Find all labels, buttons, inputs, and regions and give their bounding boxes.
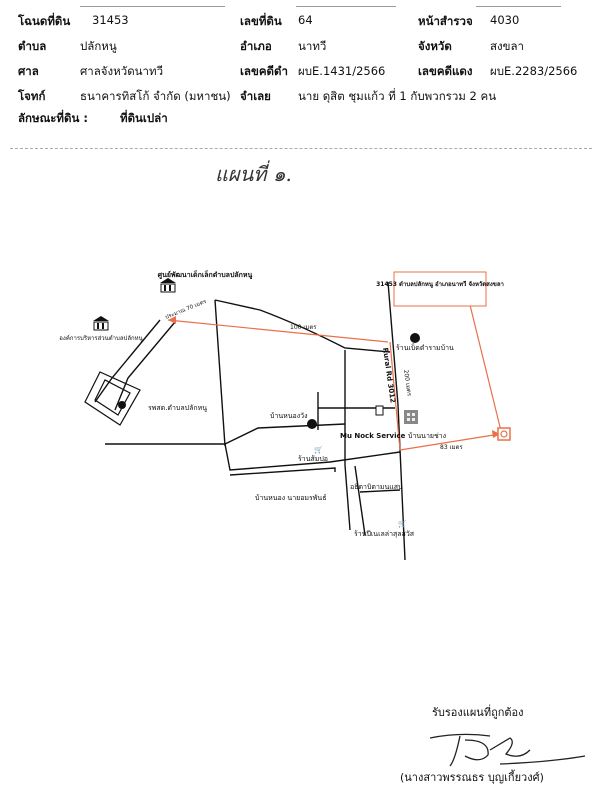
- plaintiff-label: โจทก์: [18, 89, 46, 103]
- food-icon: [410, 333, 420, 343]
- district-value: นาทวี: [298, 39, 327, 53]
- survey-value: 4030: [490, 13, 520, 27]
- landtype-value: ที่ดินเปล่า: [120, 111, 168, 125]
- location-map: [0, 230, 602, 560]
- shop-bottom: ร้านปีเนเลล่าสุลสวัส: [354, 530, 415, 538]
- red-case-value: ผบE.2283/2566: [490, 64, 578, 78]
- road-side-vertical: [215, 300, 225, 446]
- certify-caption: รับรองแผนที่ถูกต้อง: [432, 706, 524, 719]
- route-lines: [168, 305, 502, 450]
- landmark-school: รพสต.ตำบลปลักหนู: [148, 404, 207, 412]
- signer-name: (นางสาวพรรณธร บุญเกี้ยวงศ์): [400, 771, 544, 784]
- black-case-label: เลขคดีดำ: [240, 64, 288, 78]
- school-bottom: อธิตาบิตามนแสน: [350, 483, 403, 491]
- target-marker: [498, 428, 510, 440]
- fuel-icon: [376, 406, 383, 415]
- header-top-rule-3: [476, 6, 561, 7]
- court-label: ศาล: [18, 64, 39, 78]
- shop-top: ร้านเบ็ดตำรามบ้าน: [396, 344, 454, 352]
- deed-label: โฉนดที่ดิน: [18, 14, 71, 28]
- court-value: ศาลจังหวัดนาทวี: [80, 64, 164, 78]
- callout-text: 31453 ตำบลปลักหนู อำเภอนาทวี จังหวัดสงขลา: [376, 281, 504, 288]
- school-icon: [118, 401, 126, 409]
- header-top-rule-2: [296, 6, 396, 7]
- landtype-label: ลักษณะที่ดิน :: [18, 111, 88, 125]
- shop-left-icon: 🛒: [314, 446, 323, 454]
- header-top-rule: [80, 6, 225, 7]
- shop-bottom-icon: 🛒: [398, 520, 407, 528]
- road-horizontal-2: [225, 424, 345, 444]
- subdistrict-value: ปลักหนู: [80, 39, 117, 53]
- district-label: อำเภอ: [240, 39, 272, 53]
- header-divider: [10, 148, 592, 149]
- mu-nock: Mu Nock Service: [340, 432, 406, 440]
- route-top: [168, 320, 388, 342]
- bank-icon-health: [160, 278, 176, 292]
- shop-left: ร้านส้มปอ: [298, 455, 329, 463]
- dist-100: 100 เมตร: [290, 324, 317, 331]
- dist-200: 200 เมตร: [402, 369, 413, 397]
- handwritten-map-title: แผนที่ ๑.: [215, 162, 292, 186]
- bank-icon-sao: [93, 316, 109, 330]
- road-lower-4: [355, 466, 365, 535]
- black-case-value: ผบE.1431/2566: [298, 64, 386, 78]
- road-left-diagonal: [95, 320, 160, 402]
- building-icon-right: [404, 410, 418, 424]
- callout-leader: [470, 305, 502, 435]
- province-value: สงขลา: [490, 39, 525, 53]
- road-main-vertical: [388, 282, 405, 560]
- house-bottom: บ้านหนอง นายอมรพันธ์: [255, 494, 327, 502]
- defendant-label: จำเลย: [240, 89, 271, 103]
- handwritten-signature: [420, 720, 590, 768]
- land-no-value: 64: [298, 13, 313, 27]
- deed-value: 31453: [92, 13, 129, 27]
- province-label: จังหวัด: [418, 39, 452, 53]
- house-right: บ้านนายช่าง: [408, 432, 447, 440]
- red-case-label: เลขคดีแดง: [418, 64, 473, 78]
- dist-70: ประมาณ 70 เมตร: [164, 298, 208, 321]
- landmark-health: ศูนย์พัฒนาเด็กเล็กตำบลปลักหนู: [157, 271, 253, 279]
- pin-icon-mid: [307, 419, 317, 429]
- defendant-value: นาย ดุสิต ชุมแก้ว ที่ 1 กับพวกรวม 2 คน: [298, 89, 497, 103]
- road-network: [95, 282, 405, 560]
- road-lower-3: [345, 350, 350, 530]
- school-building: [85, 372, 140, 425]
- land-no-label: เลขที่ดิน: [240, 14, 282, 28]
- plaintiff-value: ธนาคารทิสโก้ จำกัด (มหาชน): [80, 89, 231, 103]
- landmark-sao: องค์การบริหารส่วนตำบลปลักหนู: [59, 335, 143, 342]
- survey-label: หน้าสำรวจ: [418, 14, 473, 28]
- house-mid: บ้านหนองวัง: [270, 412, 308, 420]
- dist-83: 83 เมตร: [440, 444, 463, 451]
- subdistrict-label: ตำบล: [18, 39, 47, 53]
- road-label: Rural Rd 3012: [381, 347, 397, 404]
- callout-box: [394, 272, 486, 306]
